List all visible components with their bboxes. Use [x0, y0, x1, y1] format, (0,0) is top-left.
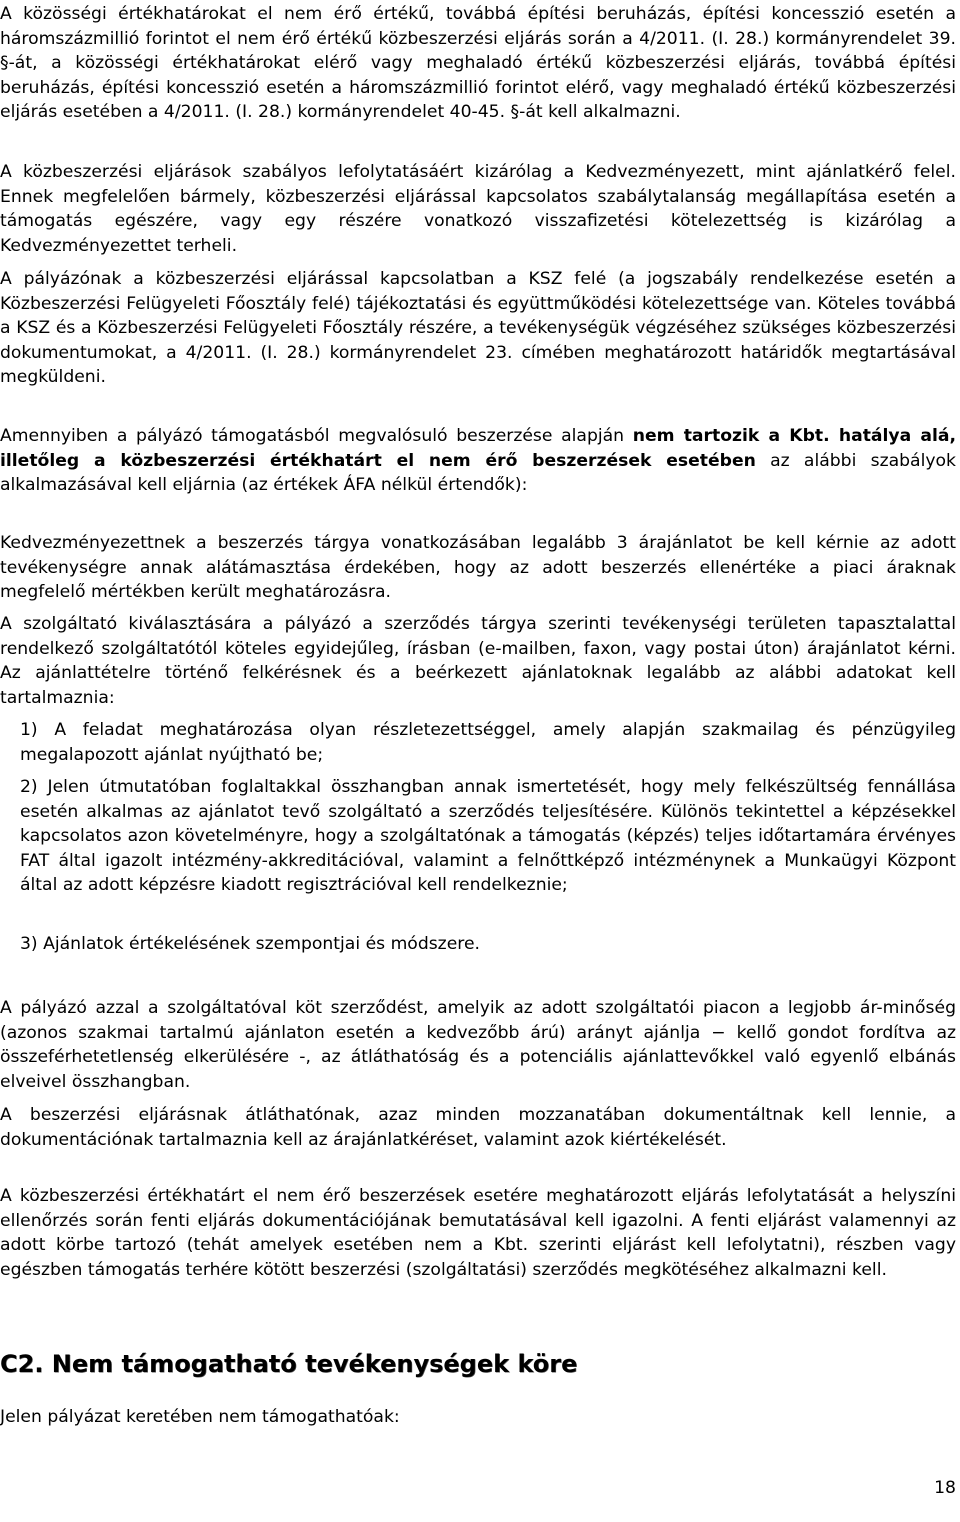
list-item-1: 1) A feladat meghatározása olyan részletezettséggel, amely alapján szakmailag és pénzügyileg megalapozott ajánlat nyújtható be;: [20, 720, 956, 765]
paragraph-9: A közbeszerzési értékhatárt el nem érő beszerzések esetére meghatározott eljárás lefolytatását a helyszíni ellenőrzés során fenti eljárás dokumentációjának bemutatásával kell igazolni. A fenti eljárást valamennyi az adott körbe tartozó (tehát amelyek esetében nem a Kbt. szerinti eljárást kell lefolytatni), részben vagy egészben támogatás terhére kötött beszerzési (szolgáltatási) szerződés megkötéséhez alkalmazni kell.: [0, 1186, 956, 1280]
paragraph-7: A pályázó azzal a szolgáltatóval köt szerződést, amelyik az adott szolgáltatói piacon a legjobb ár-minőség (azonos szakmai tartalmú ajánlaton esetén a kedvezőbb árú) arányt ajánlja − kellő gondot fordítva az összeférhetetlenség elkerülésére -, az átláthatóság és a potenciális ajánlattevőkkel való egyenlő elbánás elveivel összhangban.: [0, 998, 956, 1092]
paragraph-10: Jelen pályázat keretében nem támogathatóak:: [0, 1407, 400, 1427]
paragraph-5: Kedvezményezettnek a beszerzés tárgya vonatkozásában legalább 3 árajánlatot be kell kérnie az adott tevékenységre annak alátámasztása érdekében, hogy az adott beszerzés ellenértéke a piaci áraknak megfelelő mértékben került meghatározásra.: [0, 533, 956, 603]
paragraph-6: A szolgáltató kiválasztására a pályázó a szerződés tárgya szerinti tevékenységi területen tapasztalattal rendelkező szolgáltatótól köteles egyidejűleg, írásban (e-mailben, faxon, vagy postai úton) árajánlatot kérni. Az ajánlattételre történő felkérésnek és a beérkezett ajánlatoknak legalább az alábbi adatokat kell tartalmaznia:: [0, 614, 956, 708]
page-number: 18: [934, 1478, 956, 1498]
paragraph-4: [0, 424, 956, 498]
section-heading: C2. Nem támogatható tevékenységek köre: [0, 1350, 578, 1378]
paragraph-4-bold: nem tartozik a Kbt. hatálya alá, illetőleg a közbeszerzési értékhatárt el nem érő beszerzések esetében: [0, 426, 956, 471]
paragraph-4-text-end: az alábbi szabályok alkalmazásával kell eljárnia (az értékek ÁFA nélkül értendők):: [0, 450, 956, 496]
list-item-2: 2) Jelen útmutatóban foglaltakkal összhangban annak ismertetését, hogy mely felkészültség fennállása esetén alkalmas az ajánlatot tevő szolgáltató a szerződés teljesítésére. Különös tekintettel a képzésekkel kapcsolatos azon követelményre, hogy a szolgáltatónak a támogatás (képzés) teljes időtartamára érvényes FAT által igazolt intézmény-akkreditációval, valamint a felnőttképző intézménynek a Munkaügyi Központ által az adott képzésre kiadott regisztrációval kell rendelkeznie;: [20, 777, 956, 896]
list-item-3: 3) Ajánlatok értékelésének szempontjai és módszere.: [20, 934, 481, 954]
paragraph-8: A beszerzési eljárásnak átláthatónak, azaz minden mozzanatában dokumentáltnak kell lennie, a dokumentációnak tartalmaznia kell az árajánlatkéréset, valamint azok kiértékelését.: [0, 1105, 956, 1150]
paragraph-2: A közbeszerzési eljárások szabályos lefolytatásáért kizárólag a Kedvezményezett, mint ajánlatkérő felel. Ennek megfelelően bármely, közbeszerzési eljárással kapcsolatos szabálytalanság megállapítása esetén a támogatás egészére, vagy egy részére vonatkozó visszafizetési kötelezettség is kizárólag a Kedvezményezettet terheli.: [0, 162, 956, 256]
paragraph-3: A pályázónak a közbeszerzési eljárással kapcsolatban a KSZ felé (a jogszabály rendelkezése esetén a Közbeszerzési Felügyeleti Főosztály felé) tájékoztatási és együttműködési kötelezettsége van. Köteles továbbá a KSZ és a Közbeszerzési Felügyeleti Főosztály részére, a tevékenységük végzéséhez szükséges közbeszerzési dokumentumokat, a 4/2011. (I. 28.) kormányrendelet 23. címében meghatározott határidők megtartásával megküldeni.: [0, 269, 956, 388]
paragraph-1: A közösségi értékhatárokat el nem érő értékű, továbbá építési beruházás, építési koncesszió esetén a háromszázmillió forintot el nem érő értékű közbeszerzési eljárás során a 4/2011. (I. 28.) kormányrendelet 39. §-át, a közösségi értékhatárokat elérő vagy meghaladó értékű közbeszerzési eljárás, továbbá építési beruházás, építési koncesszió esetén a háromszázmillió forintot elérő, vagy meghaladó értékű közbeszerzési eljárás esetében a 4/2011. (I. 28.) kormányrendelet 40-45. §-át kell alkalmazni.: [0, 4, 956, 123]
paragraph-4-text: Amennyiben a pályázó támogatásból megvalósuló beszerzése alapján: [0, 426, 633, 446]
